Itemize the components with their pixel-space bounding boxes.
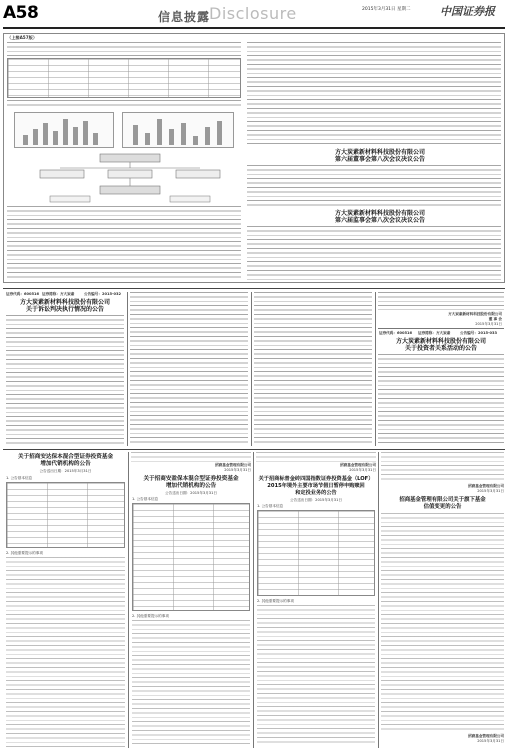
notice-c-abbr: 证券简称：方大炭素 xyxy=(42,292,75,296)
fund-2-date: 公告送出日期：2015年3月31日 xyxy=(165,491,217,495)
page-number: A58 xyxy=(3,3,39,23)
fund-1-table xyxy=(6,482,125,548)
fund-4-sign-date: 2015年3月31日 xyxy=(477,739,504,743)
col-rule-4 xyxy=(128,452,129,748)
fund-1-section-1: 1. 公告基本信息 xyxy=(6,476,33,480)
fund-3-text xyxy=(257,605,375,746)
fund-1-date: 公告送出日期：2015年3月31日 xyxy=(39,469,92,473)
notice-e-no: 公告编号：2015-033 xyxy=(460,331,497,335)
notice-a-title: 方大炭素新材料科技股份有限公司 xyxy=(334,149,425,156)
continued-label: （上接A57版） xyxy=(7,35,38,40)
fund-1-text xyxy=(6,557,125,747)
fund-3-title-1: 关于招商标普金砖四国指数证券投资基金（LOF） xyxy=(258,476,374,482)
notice-d-signature: 方大炭素新材料科技股份有限公司 xyxy=(448,312,502,316)
fund-1-sign-date: 2015年3月31日 xyxy=(224,468,251,472)
fund-3-text-cont xyxy=(381,452,504,482)
fund-3-table xyxy=(257,510,375,596)
fund-3-title-3: 和定投业务的公告 xyxy=(295,490,337,496)
header-rule xyxy=(3,27,505,29)
fund-3-section-2: 2. 其他需要提示的事项 xyxy=(257,599,294,603)
notice-b-title: 方大炭素新材料科技股份有限公司 xyxy=(334,210,425,217)
fund-4-text xyxy=(381,513,504,731)
notice-e-text xyxy=(378,354,504,446)
page-header xyxy=(0,0,508,30)
notice-c-text-col2 xyxy=(130,292,248,446)
notice-b-text xyxy=(247,226,501,280)
divider-notice-e xyxy=(378,328,504,329)
fund-4-title-1: 招商基金管理有限公司关于旗下基金 xyxy=(399,497,486,503)
fund-3-title-2: 2015年境外主要市场节假日暂停申购赎回 xyxy=(267,483,365,489)
notice-c-title: 方大炭素新材料科技股份有限公司 xyxy=(19,299,110,306)
continued-text-mid xyxy=(7,100,241,109)
financial-table xyxy=(7,58,241,98)
notice-a-subtitle: 第六届董事会第八次会议决议公告 xyxy=(334,156,425,163)
fund-1-section-2: 2. 其他需要提示的事项 xyxy=(6,551,43,555)
bar-chart-2 xyxy=(122,112,234,148)
fund-4-sign: 招商基金管理有限公司 xyxy=(468,734,504,738)
fund-2-text xyxy=(132,620,250,746)
masthead-logo: 中国证券报 xyxy=(440,5,495,18)
col-rule-5 xyxy=(253,452,254,748)
notice-c-no: 公告编号：2015-032 xyxy=(84,292,121,296)
section-title-en: Disclosure xyxy=(209,4,297,23)
fund-2-title-2: 增加代销机构的公告 xyxy=(165,483,217,489)
notice-c-text-col3 xyxy=(254,292,372,446)
fund-1-title-1: 关于招商安达保本混合型证券投资基金 xyxy=(17,454,114,460)
fund-3-sign: 招商基金管理有限公司 xyxy=(468,484,504,488)
fund-2-title-1: 关于招商安盈保本混合型证券投资基金 xyxy=(143,476,239,482)
notice-d-date: 2015年3月31日 xyxy=(475,322,502,326)
notice-d-board: 董 事 会 xyxy=(488,317,502,321)
notice-c-subtitle: 关于诉讼判决执行情况的公告 xyxy=(25,306,104,313)
notice-e-abbr: 证券简称：方大炭素 xyxy=(418,331,451,335)
section-title: 信息披露 xyxy=(158,10,211,24)
col-rule-6 xyxy=(378,452,379,748)
col-rule-2 xyxy=(251,292,252,446)
fund-2-section-2: 2. 其他需要提示的事项 xyxy=(132,614,169,618)
structure-diagram xyxy=(30,152,230,204)
fund-2-sign-date: 2015年3月31日 xyxy=(349,468,376,472)
divider-mid-bottom xyxy=(3,449,505,450)
fund-2-table xyxy=(132,503,250,611)
fund-2-section-1: 1. 公告基本信息 xyxy=(132,497,159,501)
fund-3-sign-date: 2015年3月31日 xyxy=(477,489,504,493)
fund-2-text-cont xyxy=(256,452,376,462)
col-rule-3 xyxy=(375,292,376,446)
continued-text-top xyxy=(7,42,241,56)
fund-2-sign: 招商基金管理有限公司 xyxy=(340,463,376,467)
continued-text-right-top xyxy=(247,42,501,146)
notice-c-text-col1 xyxy=(6,315,124,445)
fund-3-date: 公告送出日期：2015年3月31日 xyxy=(290,498,342,502)
issue-date: 2015年3月31日 星期二 xyxy=(362,7,411,12)
notice-a-text xyxy=(247,165,501,207)
fund-3-section-1: 1. 公告基本信息 xyxy=(257,504,284,508)
notice-e-subtitle: 关于投资者关系活动的公告 xyxy=(404,345,477,352)
fund-1-text-cont xyxy=(131,452,251,462)
notice-d-text xyxy=(378,292,504,310)
fund-1-title-2: 增加代销机构的公告 xyxy=(40,461,91,467)
fund-1-sign: 招商基金管理有限公司 xyxy=(215,463,251,467)
continued-text-lower xyxy=(7,206,241,280)
notice-e-title: 方大炭素新材料科技股份有限公司 xyxy=(395,338,486,345)
fund-4-title-2: 估值变更的公告 xyxy=(423,504,462,510)
divider-mid-top xyxy=(3,288,505,289)
notice-e-code: 证券代码：600516 xyxy=(379,331,412,335)
bar-chart-1 xyxy=(14,112,114,148)
col-rule-1 xyxy=(127,292,128,446)
notice-b-subtitle: 第六届监事会第八次会议决议公告 xyxy=(334,217,425,224)
notice-c-code: 证券代码：600516 xyxy=(6,292,39,296)
